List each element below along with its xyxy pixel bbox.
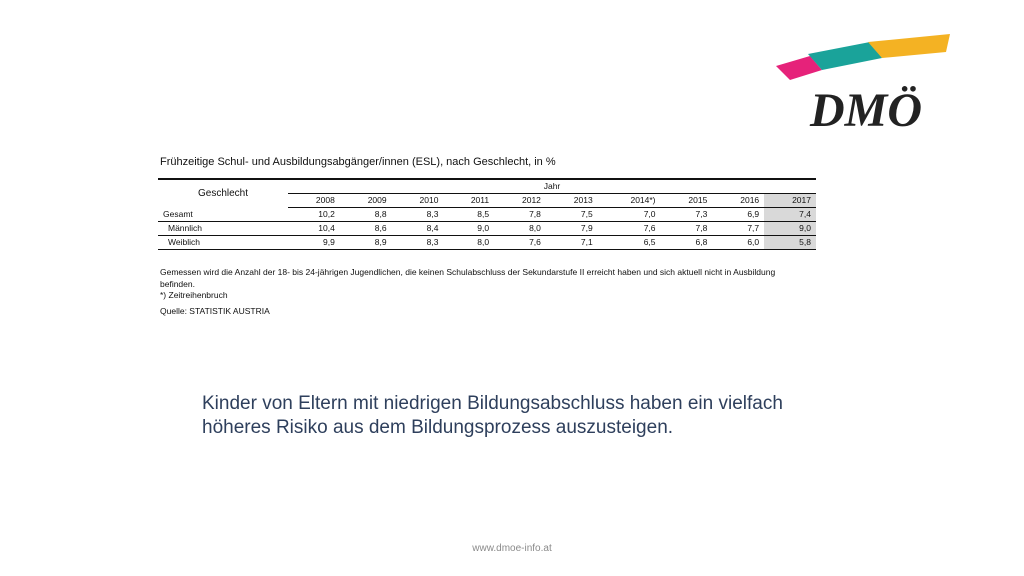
logo-yellow-stroke (868, 34, 950, 58)
year-header: 2014*) (598, 194, 661, 208)
dmoe-logo (770, 28, 960, 143)
table-cell: 7,8 (661, 222, 713, 236)
header-geschlecht: Geschlecht (158, 179, 288, 208)
row-label: Männlich (158, 222, 288, 236)
table-row (158, 222, 816, 236)
table-cell: 8,0 (494, 222, 546, 236)
table-cell: 7,6 (598, 222, 661, 236)
esl-table (158, 178, 816, 250)
header-jahr: Jahr (288, 179, 816, 194)
table-cell: 8,3 (392, 236, 444, 250)
table-cell: 6,9 (712, 208, 764, 222)
table-cell: 7,8 (494, 208, 546, 222)
table-cell: 9,0 (764, 222, 816, 236)
table-cell: 9,9 (288, 236, 340, 250)
table-cell: 7,9 (546, 222, 598, 236)
table-cell: 10,4 (288, 222, 340, 236)
table-title: Frühzeitige Schul- und Ausbildungsabgänger/innen (ESL), nach Geschlecht, in % (160, 156, 556, 168)
table-cell: 6,5 (598, 236, 661, 250)
table-cell: 8,8 (340, 208, 392, 222)
year-header: 2009 (340, 194, 392, 208)
table-cell: 8,9 (340, 236, 392, 250)
table-footnote: *) Zeitreihenbruch (160, 290, 228, 300)
year-header: 2017 (764, 194, 816, 208)
table-note: Gemessen wird die Anzahl der 18- bis 24-jährigen Jugendlichen, die keinen Schulabschluss der Sekundarstufe II erreicht haben und sich aktuell nicht in Ausbildung befinden. (160, 267, 776, 289)
table-cell: 8,6 (340, 222, 392, 236)
table-cell: 5,8 (764, 236, 816, 250)
footer-url[interactable]: www.dmoe-info.at (472, 543, 552, 554)
table-cell: 7,5 (546, 208, 598, 222)
table-cell: 8,3 (392, 208, 444, 222)
table-cell: 7,3 (661, 208, 713, 222)
table-source: Quelle: STATISTIK AUSTRIA (160, 306, 270, 316)
table-cell: 7,0 (598, 208, 661, 222)
table-row (158, 236, 816, 250)
year-header: 2011 (443, 194, 494, 208)
table-cell: 8,0 (443, 236, 494, 250)
table-cell: 7,7 (712, 222, 764, 236)
table-cell: 10,2 (288, 208, 340, 222)
table-cell: 8,5 (443, 208, 494, 222)
year-header: 2016 (712, 194, 764, 208)
table-cell: 9,0 (443, 222, 494, 236)
table-cell: 7,6 (494, 236, 546, 250)
table-cell: 6,0 (712, 236, 764, 250)
row-label: Gesamt (158, 208, 288, 222)
table-cell: 7,1 (546, 236, 598, 250)
logo-teal-stroke (808, 42, 882, 70)
year-header: 2010 (392, 194, 444, 208)
table-cell: 7,4 (764, 208, 816, 222)
table-cell: 8,4 (392, 222, 444, 236)
logo-text: DMÖ (810, 84, 923, 137)
row-label: Weiblich (158, 236, 288, 250)
table-row (158, 208, 816, 222)
table-cell: 6,8 (661, 236, 713, 250)
year-header: 2015 (661, 194, 713, 208)
year-header: 2013 (546, 194, 598, 208)
year-header: 2008 (288, 194, 340, 208)
year-header: 2012 (494, 194, 546, 208)
headline-text: Kinder von Eltern mit niedrigen Bildungsabschluss haben ein vielfach höheres Risiko aus dem Bildungsprozess auszusteigen. (202, 393, 783, 438)
